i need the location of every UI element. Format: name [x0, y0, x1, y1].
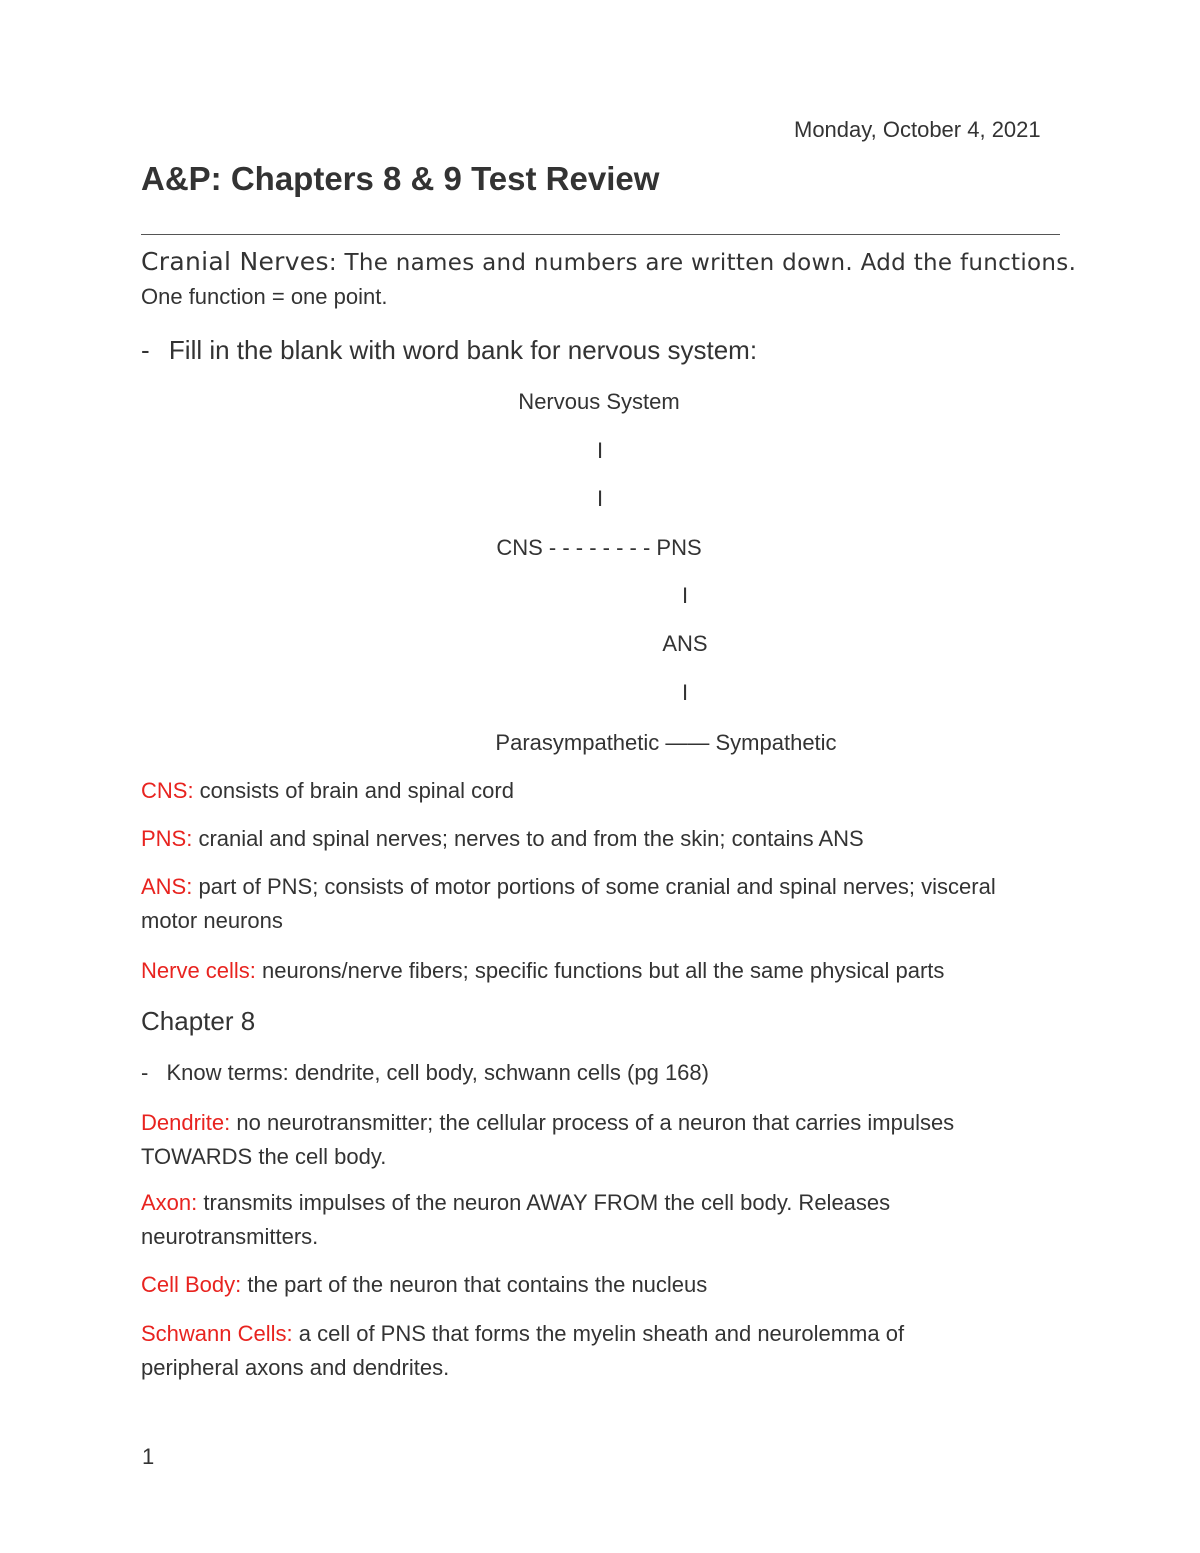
cranial-nerves-label: Cranial Nerves [141, 247, 329, 276]
term-text: a cell of PNS that forms the myelin sheath and neurolemma of [292, 1321, 905, 1346]
term-axon [141, 1190, 890, 1216]
cranial-nerves-line [141, 247, 1076, 276]
term-cell-body [141, 1272, 707, 1298]
term-text: part of PNS; consists of motor portions of some cranial and spinal nerves; visceral [192, 874, 996, 899]
definition-ans-line2: motor neurons [141, 908, 283, 933]
term-schwann-cells-line2: peripheral axons and dendrites. [141, 1355, 450, 1380]
page-number: 1 [142, 1444, 155, 1469]
title-divider [141, 234, 1060, 235]
diagram-bar: I [681, 680, 689, 705]
term-label: Nerve cells: [141, 958, 256, 983]
term-text: neurons/nerve fibers; specific functions but all the same physical parts [255, 958, 945, 983]
definition-pns [141, 826, 864, 852]
fill-blank-text: Fill in the blank with word bank for nervous system: [168, 335, 758, 365]
definition-cns [141, 778, 514, 804]
term-text: consists of brain and spinal cord [193, 778, 514, 803]
term-schwann-cells [141, 1321, 904, 1347]
term-label: Schwann Cells: [141, 1321, 293, 1346]
term-label: Dendrite: [141, 1110, 231, 1135]
term-label: ANS: [141, 874, 193, 899]
diagram-bar: I [596, 438, 604, 463]
diagram-bar: I [681, 583, 689, 608]
term-text: transmits impulses of the neuron AWAY FROM the cell body. Releases [197, 1190, 891, 1215]
term-label: Cell Body: [141, 1272, 242, 1297]
term-label: CNS: [141, 778, 194, 803]
diagram-bottom: Parasympathetic —— Sympathetic [495, 730, 837, 755]
diagram-ans: ANS [662, 631, 708, 656]
know-terms-text: Know terms: dendrite, cell body, schwann cells (pg 168) [166, 1060, 709, 1085]
cranial-nerves-text: : The names and numbers are written down. Add the functions. [328, 250, 1077, 276]
definition-nerve-cells [141, 958, 944, 984]
term-dendrite [141, 1110, 954, 1136]
chapter-8-heading: Chapter 8 [141, 1006, 256, 1036]
term-dendrite-line2: TOWARDS the cell body. [141, 1144, 387, 1169]
diagram-bar: I [596, 486, 604, 511]
diagram-root: Nervous System [518, 389, 680, 414]
term-axon-line2: neurotransmitters. [141, 1224, 319, 1249]
fill-blank-item [141, 335, 757, 366]
diagram-cns-pns: CNS - - - - - - - - PNS [496, 535, 702, 560]
bullet-dash: - [141, 1060, 149, 1085]
term-text: the part of the neuron that contains the nucleus [241, 1272, 708, 1297]
term-label: Axon: [141, 1190, 198, 1215]
term-text: no neurotransmitter; the cellular process of a neuron that carries impulses [230, 1110, 955, 1135]
page-title: A&P: Chapters 8 & 9 Test Review [141, 160, 660, 197]
cranial-nerves-line2: One function = one point. [141, 284, 388, 309]
term-label: PNS: [141, 826, 193, 851]
term-text: cranial and spinal nerves; nerves to and from the skin; contains ANS [192, 826, 864, 851]
date: Monday, October 4, 2021 [794, 117, 1041, 142]
know-terms-item [141, 1060, 709, 1086]
bullet-dash: - [141, 335, 150, 365]
definition-ans [141, 874, 996, 900]
